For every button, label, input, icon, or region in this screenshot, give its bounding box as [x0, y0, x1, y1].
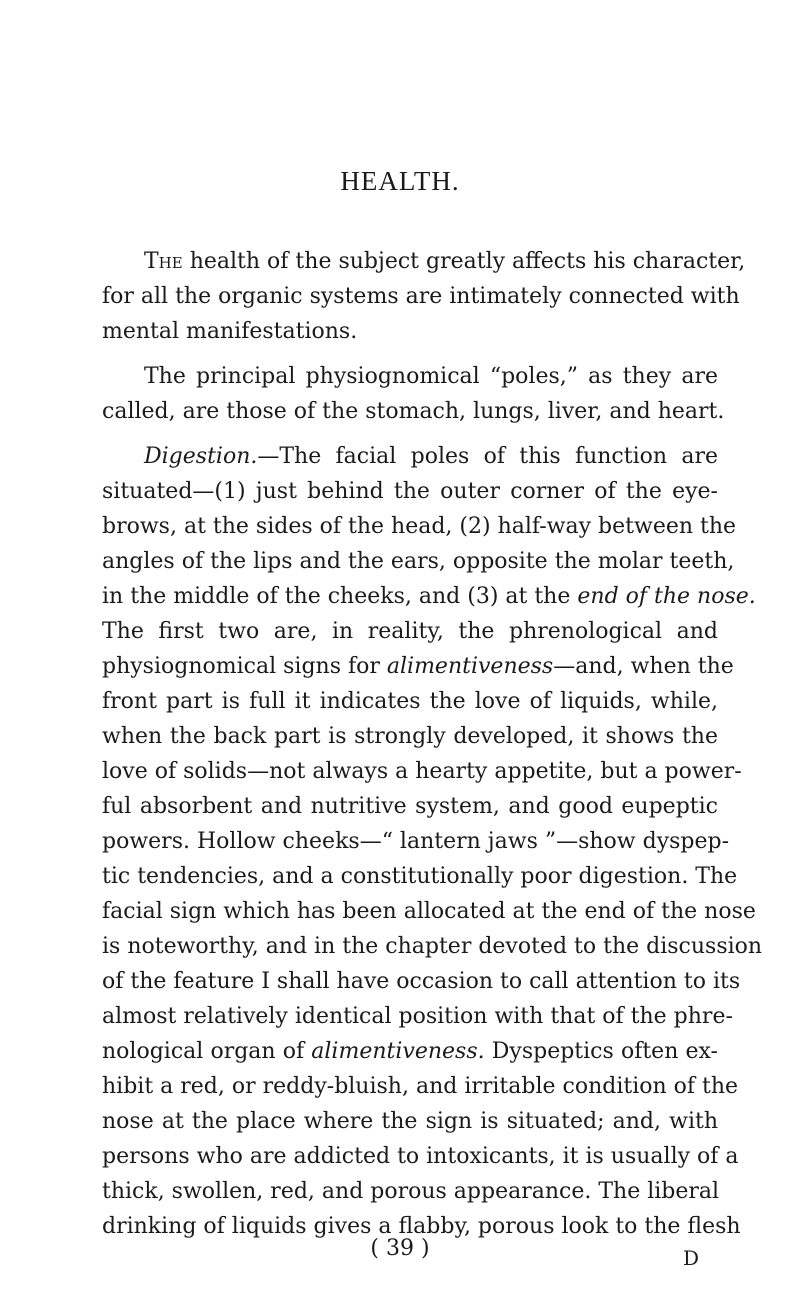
- text-line: almost relatively identical position with that of the phre-: [102, 1004, 733, 1029]
- text-line: is noteworthy, and in the chapter devoted to the discussion: [102, 934, 763, 959]
- text-line: ful absorbent and nutritive system, and good eupeptic: [102, 794, 718, 819]
- page-number: ( 39 ): [370, 1236, 430, 1261]
- text-line: situated—(1) just behind the outer corner of the eye-: [102, 479, 718, 504]
- paragraph: [102, 439, 763, 1244]
- text-line: when the back part is strongly developed, it shows the: [102, 724, 718, 749]
- text-line: The first two are, in reality, the phrenological and: [102, 619, 718, 644]
- text-line: thick, swollen, red, and porous appearance. The liberal: [102, 1179, 720, 1204]
- text-line: Digestion.—The facial poles of this function are: [144, 444, 718, 469]
- paragraph: [102, 359, 725, 429]
- text-line: facial sign which has been allocated at the end of the nose: [102, 899, 756, 924]
- text-line: physiognomical signs for alimentiveness—and, when the: [102, 654, 734, 679]
- text-line: called, are those of the stomach, lungs, liver, and heart.: [102, 399, 725, 424]
- text-line: persons who are addicted to intoxicants, it is usually of a: [102, 1144, 739, 1169]
- text-line: of the feature I shall have occasion to call attention to its: [102, 969, 741, 994]
- text-line: drinking of liquids gives a flabby, porous look to the flesh: [102, 1214, 741, 1239]
- paragraph-gap: [102, 429, 718, 439]
- text-line: powers. Hollow cheeks—“ lantern jaws ”—show dyspep-: [102, 829, 730, 854]
- text-line: mental manifestations.: [102, 319, 358, 344]
- text-line: tic tendencies, and a constitutionally poor digestion. The: [102, 864, 738, 889]
- text-line: brows, at the sides of the head, (2) half-way between the: [102, 514, 737, 539]
- body-text: [102, 244, 763, 1244]
- text-line: in the middle of the cheeks, and (3) at the end of the nose.: [102, 584, 756, 609]
- chapter-heading: HEALTH.: [340, 166, 460, 196]
- text-line: The principal physiognomical “poles,” as they are: [144, 364, 718, 389]
- paragraph: [102, 244, 746, 349]
- text-line: nose at the place where the sign is situated; and, with: [102, 1109, 718, 1134]
- text-line: nological organ of alimentiveness. Dyspeptics often ex-: [102, 1039, 718, 1064]
- text-line: for all the organic systems are intimately connected with: [102, 284, 740, 309]
- paragraph-gap: [102, 349, 718, 359]
- section-title: Digestion.: [144, 444, 258, 469]
- small-caps-word: The: [144, 249, 183, 274]
- text-line: The health of the subject greatly affects his character,: [144, 249, 746, 274]
- signature-mark: D: [683, 1246, 700, 1270]
- text-line: love of solids—not always a hearty appetite, but a power-: [102, 759, 742, 784]
- text-line: angles of the lips and the ears, opposite the molar teeth,: [102, 549, 735, 574]
- text-line: hibit a red, or reddy-bluish, and irritable condition of the: [102, 1074, 739, 1099]
- text-line: front part is full it indicates the love of liquids, while,: [102, 689, 718, 714]
